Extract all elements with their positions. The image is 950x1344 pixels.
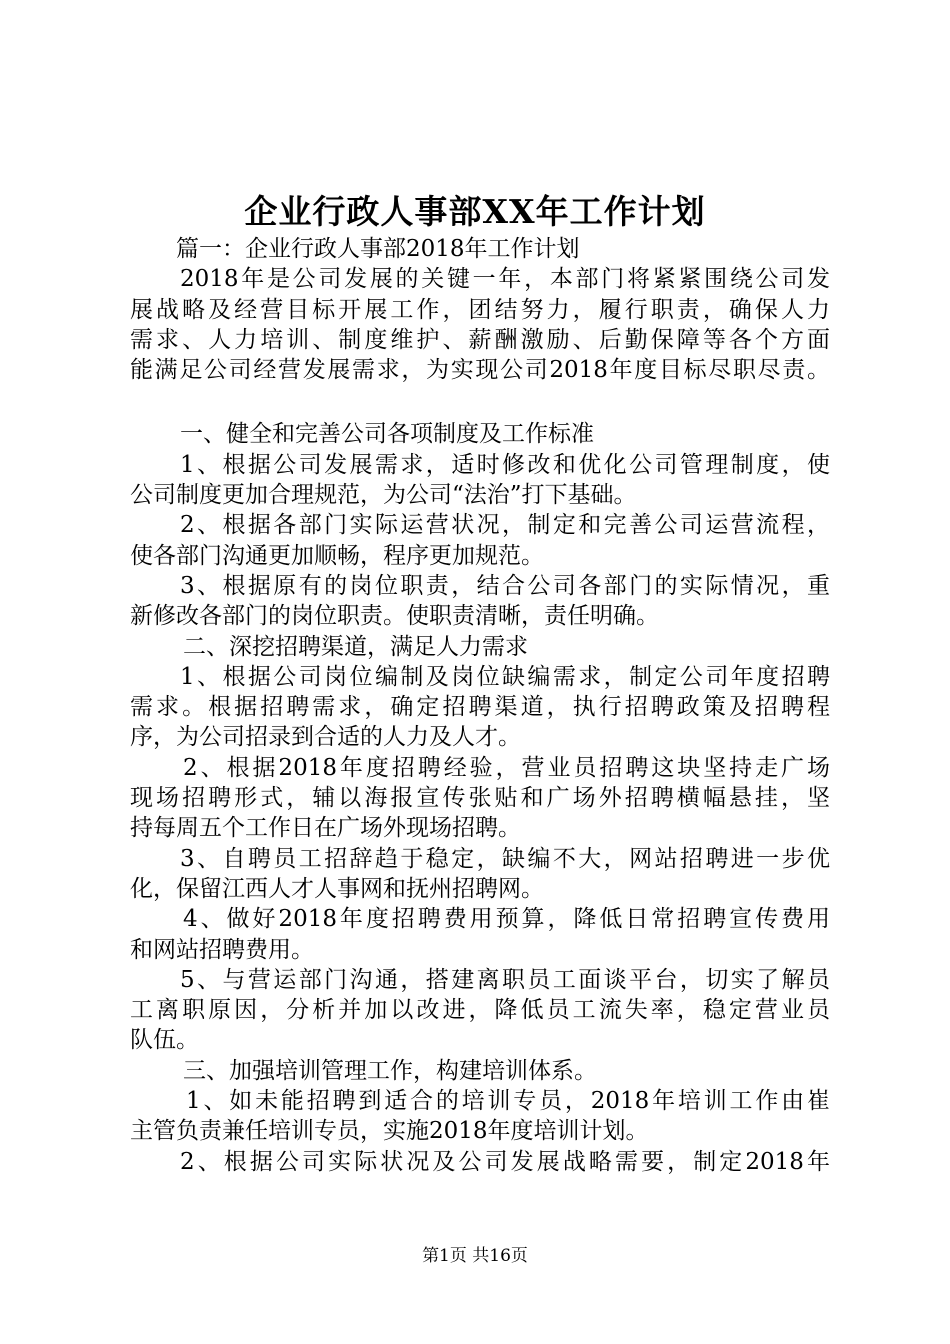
document-title: 企业行政人事部XX年工作计划 (244, 192, 706, 231)
paragraph-line: 新修改各部门的岗位职责。使职责清晰，责任明确。 (130, 603, 659, 630)
paragraph-line: 公司制度更加合理规范，为公司“法治”打下基础。 (130, 482, 637, 509)
paragraph-line: 4、做好2018年度招聘费用预算，降低日常招聘宣传费用 (183, 906, 830, 933)
paragraph-line: 2、根据各部门实际运营状况，制定和完善公司运营流程， (180, 512, 830, 539)
paragraph-line: 化，保留江西人才人事网和抚州招聘网。 (130, 875, 544, 902)
paragraph-line: 5、与营运部门沟通，搭建离职员工面谈平台，切实了解员 (180, 966, 830, 993)
paragraph-line: 展战略及经营目标开展工作，团结努力，履行职责，确保人力 (130, 296, 830, 323)
paragraph-line: 主管负责兼任培训专员，实施2018年度培训计划。 (130, 1118, 649, 1145)
paragraph-line: 能满足公司经营发展需求，为实现公司2018年度目标尽职尽责。 (130, 357, 830, 384)
paragraph-line: 2、根据2018年度招聘经验，营业员招聘这块坚持走广场 (183, 754, 830, 781)
paragraph-line: 和网站招聘费用。 (130, 936, 314, 963)
paragraph-line: 队伍。 (130, 1027, 199, 1054)
paragraph-line: 现场招聘形式，辅以海报宣传张贴和广场外招聘横幅悬挂，坚 (130, 785, 830, 812)
paragraph-line: 1、根据公司岗位编制及岗位缺编需求，制定公司年度招聘 (180, 663, 830, 690)
paragraph-line: 3、自聘员工招辞趋于稳定，缺编不大，网站招聘进一步优 (180, 845, 830, 872)
paragraph-line: 3、根据原有的岗位职责，结合公司各部门的实际情况，重 (180, 572, 830, 599)
article-heading: 篇一：企业行政人事部2018年工作计划 (176, 236, 580, 262)
paragraph-line: 2、根据公司实际状况及公司发展战略需要，制定2018年 (180, 1148, 830, 1175)
paragraph-line: 需求。根据招聘需求，确定招聘渠道，执行招聘政策及招聘程 (130, 694, 830, 721)
document-body (130, 234, 830, 1177)
paragraph-line: 持每周五个工作日在广场外现场招聘。 (130, 815, 521, 842)
paragraph-gap (130, 385, 830, 419)
section-heading: 一、健全和完善公司各项制度及工作标准 (180, 421, 594, 448)
paragraph-line: 使各部门沟通更加顺畅，程序更加规范。 (130, 542, 544, 569)
paragraph-line: 2018年是公司发展的关键一年，本部门将紧紧围绕公司发 (180, 266, 830, 293)
page-footer: 第1页 共16页 (422, 1246, 528, 1266)
section-heading: 三、加强培训管理工作，构建培训体系。 (183, 1057, 597, 1084)
section-heading: 二、深挖招聘渠道，满足人力需求 (183, 633, 528, 660)
paragraph-line: 1、如未能招聘到适合的培训专员，2018年培训工作由崔 (186, 1088, 830, 1115)
paragraph-line: 工离职原因，分析并加以改进，降低员工流失率，稳定营业员 (130, 997, 830, 1024)
paragraph-line: 1、根据公司发展需求，适时修改和优化公司管理制度，使 (180, 451, 830, 478)
paragraph-line: 序，为公司招录到合适的人力及人才。 (130, 724, 521, 751)
paragraph-line: 需求、人力培训、制度维护、薪酬激励、后勤保障等各个方面 (130, 326, 830, 353)
